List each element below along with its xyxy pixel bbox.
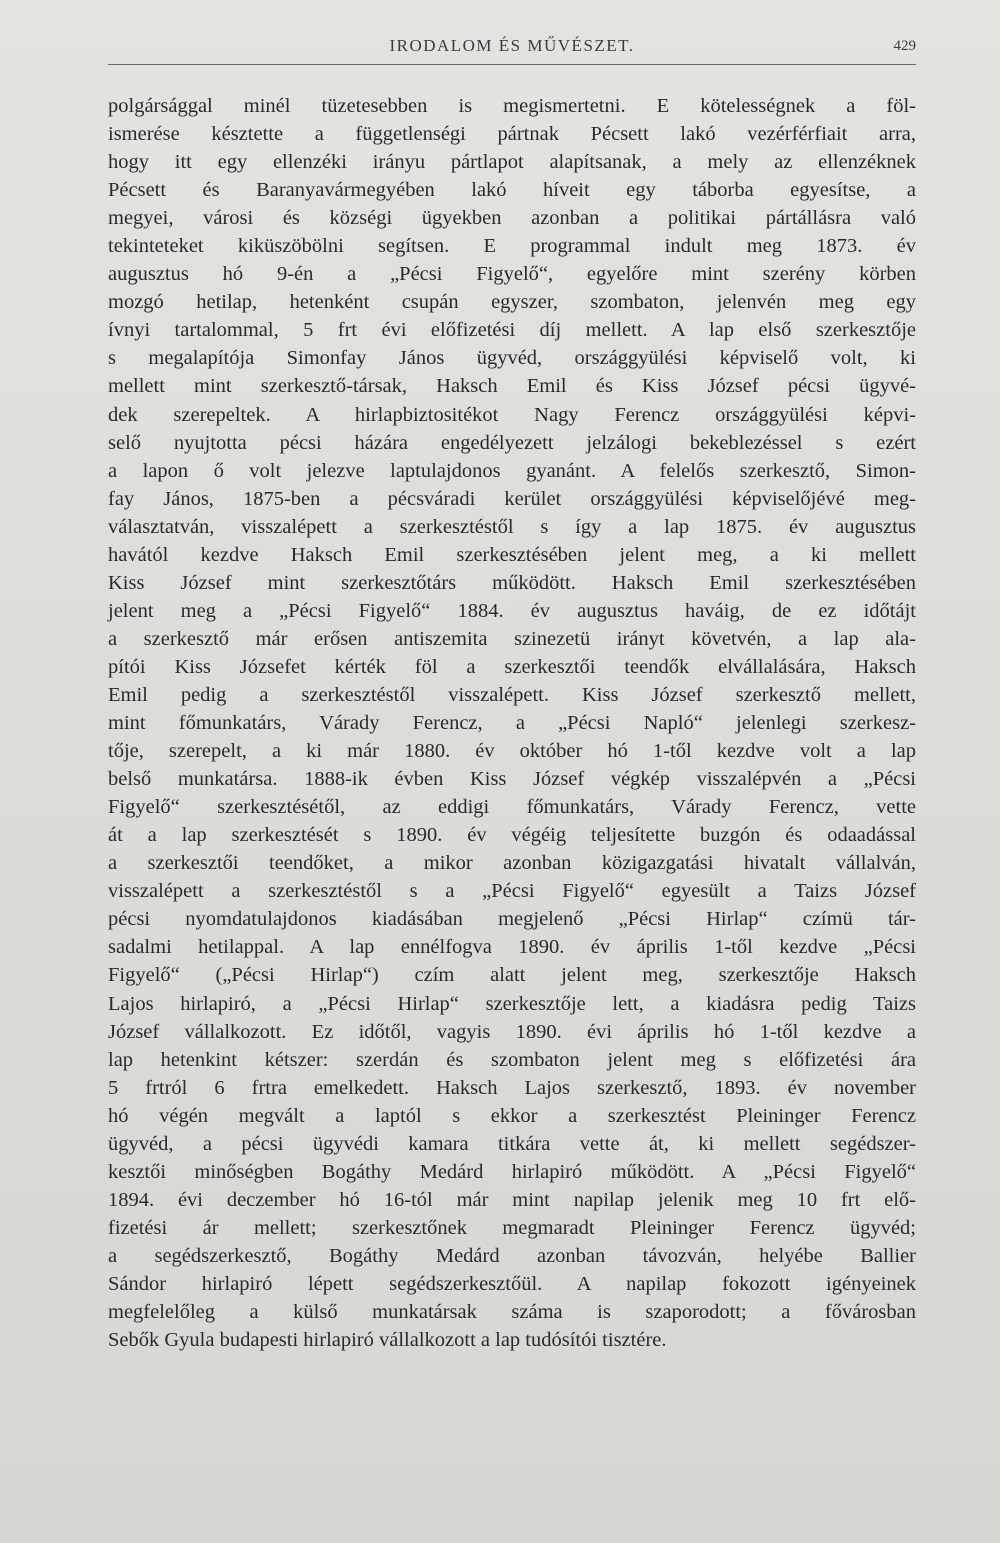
- text-line: ívnyi tartalommal, 5 frt évi előfizetési díj mellett. A lap első szerkesztője: [108, 319, 916, 342]
- text-line: mint főmunkatárs, Várady Ferencz, a „Pécsi Napló“ jelenlegi szerkesz-: [108, 712, 916, 735]
- text-line: választatván, visszalépett a szerkesztéstől s így a lap 1875. év augusztus: [108, 515, 916, 538]
- text-line: belső munkatársa. 1888-ik évben Kiss József végkép visszalépvén a „Pécsi: [108, 768, 916, 791]
- text-line: megyei, városi és községi ügyekben azonban a politikai pártállásra való: [108, 207, 916, 230]
- text-line: fizetési ár mellett; szerkesztőnek megmaradt Pleininger Ferencz ügyvéd;: [108, 1216, 916, 1239]
- text-line: Sebők Gyula budapesti hirlapiró vállalkozott a lap tudósítói tisztére.: [108, 1329, 667, 1352]
- text-line: hogy itt egy ellenzéki irányu pártlapot alapítsanak, a mely az ellenzéknek: [108, 151, 916, 174]
- text-line: sadalmi hetilappal. A lap ennélfogva 1890. év április 1-től kezdve „Pécsi: [108, 936, 916, 959]
- page-number: 429: [893, 38, 916, 54]
- text-line: hó végén megvált a laptól s ekkor a szerkesztést Pleininger Ferencz: [108, 1104, 916, 1127]
- text-line: a segédszerkesztő, Bogáthy Medárd azonban távozván, helyébe Ballier: [108, 1244, 916, 1267]
- text-line: selő nyujtotta pécsi házára engedélyezett jelzálogi bekeblezéssel s ezért: [108, 431, 916, 454]
- text-line: ismerése késztette a függetlenségi pártnak Pécsett lakó vezérférfiait arra,: [108, 123, 916, 146]
- text-line: mellett mint szerkesztő-társak, Haksch Emil és Kiss József pécsi ügyvé-: [108, 375, 916, 398]
- text-line: Emil pedig a szerkesztéstől visszalépett. Kiss József szerkesztő mellett,: [108, 683, 916, 706]
- body-text: [108, 92, 916, 1354]
- text-line: kesztői minőségben Bogáthy Medárd hirlapiró működött. A „Pécsi Figyelő“: [108, 1160, 916, 1183]
- text-line: 5 frtról 6 frtra emelkedett. Haksch Lajos szerkesztő, 1893. év november: [108, 1076, 916, 1099]
- page-header: [108, 30, 916, 60]
- text-line: a szerkesztő már erősen antiszemita szinezetü irányt követvén, a lap ala-: [108, 627, 916, 650]
- text-line: Lajos hirlapiró, a „Pécsi Hirlap“ szerkesztője lett, a kiadásra pedig Taizs: [108, 992, 916, 1015]
- text-line: pécsi nyomdatulajdonos kiadásában megjelenő „Pécsi Hirlap“ czímü tár-: [108, 908, 916, 931]
- text-line: 1894. évi deczember hó 16-tól már mint napilap jelenik meg 10 frt elő-: [108, 1188, 916, 1211]
- text-line: augusztus hó 9-én a „Pécsi Figyelő“, egyelőre mint szerény körben: [108, 263, 916, 286]
- text-line: Kiss József mint szerkesztőtárs működött. Haksch Emil szerkesztésében: [108, 571, 916, 594]
- text-line: visszalépett a szerkesztéstől s a „Pécsi Figyelő“ egyesült a Taizs József: [108, 880, 916, 903]
- text-line: havától kezdve Haksch Emil szerkesztésében jelent meg, a ki mellett: [108, 543, 916, 566]
- text-line: Pécsett és Baranyavármegyében lakó híveit egy táborba egyesítse, a: [108, 179, 916, 202]
- text-line: tekinteteket kiküszöbölni segítsen. E programmal indult meg 1873. év: [108, 235, 916, 258]
- text-line: jelent meg a „Pécsi Figyelő“ 1884. év augusztus haváig, de ez időtájt: [108, 599, 916, 622]
- text-line: fay János, 1875-ben a pécsváradi kerület országgyülési képviselőjévé meg-: [108, 487, 916, 510]
- text-line: tője, szerepelt, a ki már 1880. év október hó 1-től kezdve volt a lap: [108, 740, 916, 763]
- text-line: a szerkesztői teendőket, a mikor azonban közigazgatási hivatalt vállalván,: [108, 852, 916, 875]
- text-line: Figyelő“ („Pécsi Hirlap“) czím alatt jelent meg, szerkesztője Haksch: [108, 964, 916, 987]
- text-line: át a lap szerkesztését s 1890. év végéig teljesítette buzgón és odaadással: [108, 824, 916, 847]
- header-rule: [108, 64, 916, 65]
- text-line: mozgó hetilap, hetenként csupán egyszer, szombaton, jelenvén meg egy: [108, 291, 916, 314]
- text-line: dek szerepeltek. A hirlapbiztositékot Nagy Ferencz országgyülési képvi-: [108, 403, 916, 426]
- text-line: s megalapítója Simonfay János ügyvéd, országgyülési képviselő volt, ki: [108, 347, 916, 370]
- text-line: megfelelőleg a külső munkatársak száma is szaporodott; a fővárosban: [108, 1301, 916, 1324]
- text-line: lap hetenkint kétszer: szerdán és szombaton jelent meg s előfizetési ára: [108, 1048, 916, 1071]
- text-line: pítói Kiss Józsefet kérték föl a szerkesztői teendők elvállalására, Haksch: [108, 655, 916, 678]
- text-line: ügyvéd, a pécsi ügyvédi kamara titkára vette át, ki mellett segédszer-: [108, 1132, 916, 1155]
- text-line: József vállalkozott. Ez időtől, vagyis 1890. évi április hó 1-től kezdve a: [108, 1020, 916, 1043]
- text-line: polgársággal minél tüzetesebben is megismertetni. E kötelességnek a föl-: [108, 95, 916, 117]
- text-line: a lapon ő volt jelezve laptulajdonos gyanánt. A felelős szerkesztő, Simon-: [108, 459, 916, 482]
- text-line: Figyelő“ szerkesztésétől, az eddigi főmunkatárs, Várady Ferencz, vette: [108, 796, 916, 819]
- running-head: IRODALOM ÉS MŰVÉSZET.: [389, 36, 635, 55]
- text-line: Sándor hirlapiró lépett segédszerkesztőül. A napilap fokozott igényeinek: [108, 1272, 916, 1295]
